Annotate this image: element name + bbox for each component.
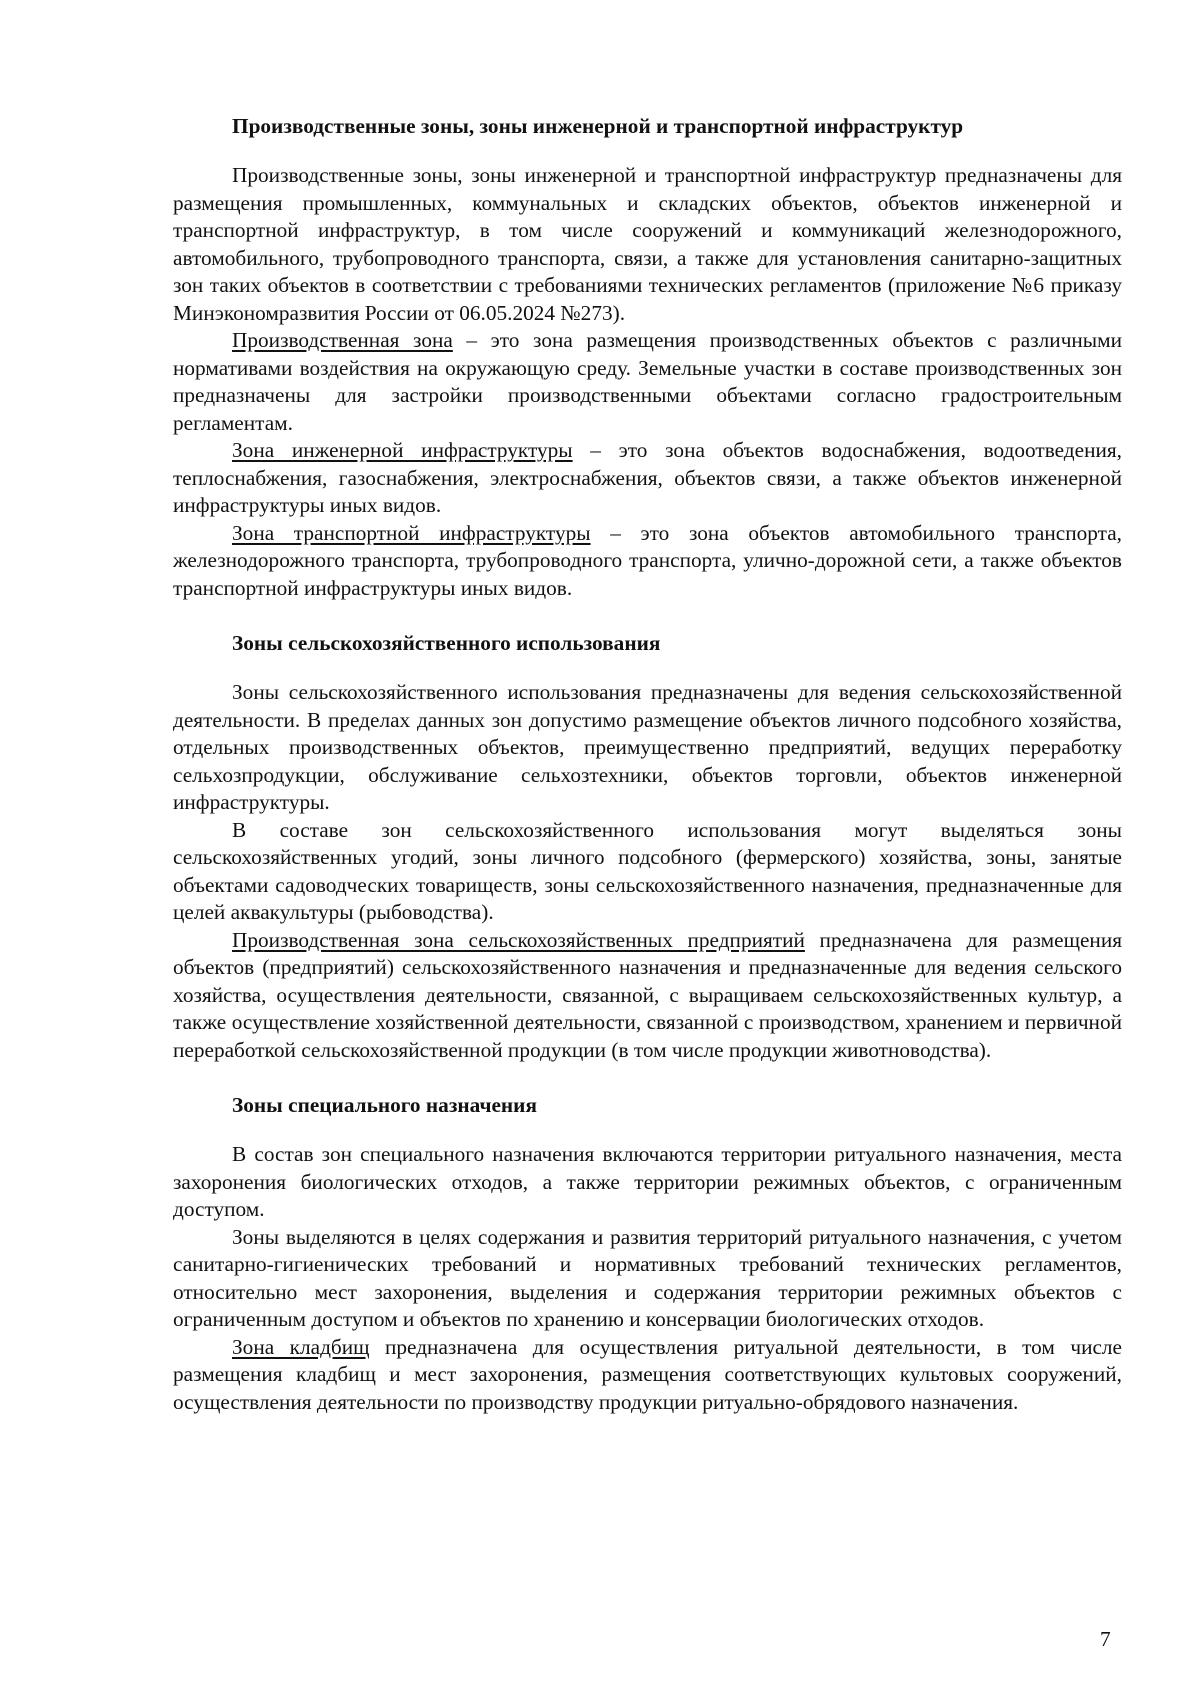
defined-term: Зона кладбищ: [232, 1334, 370, 1359]
section-heading-industrial: Производственные зоны, зоны инженерной и транспортной инфраструктур: [232, 114, 964, 138]
paragraph: В составе зон сельскохозяйственного использования могут выделяться зоны сельскохозяйственных угодий, зоны личного подсобного (фермерского) хозяйства, зоны, занятые объектами садоводческих товариществ, зоны сельскохозяйственного назначения, предназначенные для целей аквакультуры (рыбоводства).: [173, 817, 1122, 924]
paragraph: В состав зон специального назначения включаются территории ритуального назначения, места захоронения биологических отходов, а также территории режимных объектов, с ограниченным доступом.: [173, 1142, 1122, 1221]
document-page: [173, 112, 1122, 1416]
defined-term: Зона инженерной инфраструктуры: [232, 438, 573, 462]
defined-term: Производственная зона сельскохозяйственных предприятий: [232, 927, 805, 952]
defined-term: Зона транспортной инфраструктуры: [232, 520, 591, 545]
section-heading-agricultural: Зоны сельскохозяйственного использования: [232, 631, 661, 655]
paragraph: Зоны выделяются в целях содержания и развития территорий ритуального назначения, с учетом санитарно-гигиенических требований и нормативных требований технических регламентов, относительно мест захоронения, выделения и содержания территории режимных объектов с ограниченным доступом и объектов по хранению и консервации биологических отходов.: [173, 1224, 1122, 1331]
paragraph: Зона транспортной инфраструктуры – это зона объектов автомобильного транспорта, железнодорожного транспорта, трубопроводного транспорта, улично-дорожной сети, а также объектов транспортной инфраструктуры иных видов.: [173, 520, 1122, 600]
paragraph: Зоны сельскохозяйственного использования предназначены для ведения сельскохозяйственной деятельности. В пределах данных зон допустимо размещение объектов личного подсобного хозяйства, отдельных производственных объектов, преимущественно предприятий, ведущих переработку сельхозпродукции, обслуживание сельхозтехники, объектов торговли, объектов инженерной инфраструктуры.: [173, 680, 1122, 814]
page-number: 7: [1100, 1627, 1111, 1651]
paragraph: Производственная зона – это зона размещения производственных объектов с различными нормативами воздействия на окружающую среду. Земельные участки в составе производственных зон предназначены для застройки производственными объектами согласно градостроительным регламентам.: [173, 328, 1122, 435]
paragraph: Зона инженерной инфраструктуры – это зона объектов водоснабжения, водоотведения, теплоснабжения, газоснабжения, электроснабжения, объектов связи, а также объектов инженерной инфраструктуры иных видов.: [173, 438, 1122, 517]
section-heading-special: Зоны специального назначения: [232, 1093, 537, 1117]
paragraph: Производственные зоны, зоны инженерной и транспортной инфраструктур предназначены для размещения промышленных, коммунальных и складских объектов, объектов инженерной и транспортной инфраструктур, в том числе сооружений и коммуникаций железнодорожного, автомобильного, трубопроводного транспорта, связи, а также для установления санитарно-защитных зон таких объектов в соответствии с требованиями технических регламентов (приложение №6 приказу Минэкономразвития России от 06.05.2024 №273).: [173, 163, 1122, 325]
defined-term: Производственная зона: [232, 328, 453, 352]
paragraph: Производственная зона сельскохозяйственных предприятий предназначена для размещения объектов (предприятий) сельскохозяйственного назначения и предназначенные для ведения сельского хозяйства, осуществления деятельности, связанной, с выращиваем сельскохозяйственных культур, а также осуществление хозяйственной деятельности, связанной с производством, хранением и первичной переработкой сельскохозяйственной продукции (в том числе продукции животноводства).: [173, 927, 1123, 1062]
paragraph: Зона кладбищ предназначена для осуществления ритуальной деятельности, в том числе размещения кладбищ и мест захоронения, размещения соответствующих культовых сооружений, осуществления деятельности по производству продукции ритуально-обрядового назначения.: [173, 1334, 1122, 1414]
